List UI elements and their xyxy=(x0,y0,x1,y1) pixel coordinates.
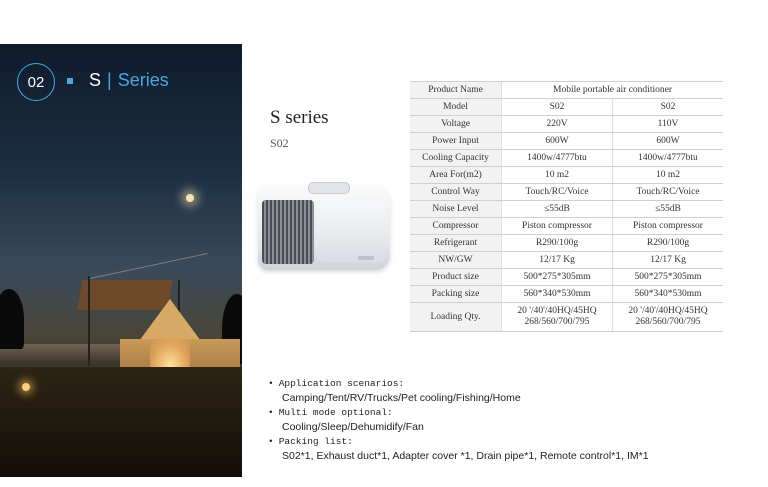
section-number-badge: 02 xyxy=(17,63,55,101)
ac-grill xyxy=(262,200,314,264)
bullet-icon: • xyxy=(268,378,274,389)
cell-value: 10 m2 xyxy=(613,167,724,184)
table-row xyxy=(410,201,723,218)
cell-value: R290/100g xyxy=(613,235,724,252)
cell-value: S02 xyxy=(502,99,613,116)
feature-notes xyxy=(268,377,649,464)
cell-value: Piston compressor xyxy=(502,218,613,235)
row-label: Product Name xyxy=(410,82,502,99)
lantern xyxy=(22,383,30,391)
cell-value: 1400w/4777btu xyxy=(502,150,613,167)
note-value: Camping/Tent/RV/Trucks/Pet cooling/Fishing/Home xyxy=(282,392,521,404)
table-row xyxy=(410,167,723,184)
table-row xyxy=(410,235,723,252)
cell-value: 560*340*530mm xyxy=(613,286,724,303)
tent-rope xyxy=(90,253,208,279)
product-title: S series xyxy=(270,107,329,128)
cell-value: 600W xyxy=(502,133,613,150)
air-conditioner-image xyxy=(258,182,390,270)
note-heading xyxy=(268,377,649,391)
cell-value: S02 xyxy=(613,99,724,116)
table-row xyxy=(410,252,723,269)
series-word: Series xyxy=(117,70,169,90)
moon xyxy=(186,194,194,202)
cell-value: 220V xyxy=(502,116,613,133)
spec-table xyxy=(410,81,723,332)
row-label: Compressor xyxy=(410,218,502,235)
note-heading xyxy=(268,406,649,420)
table-row xyxy=(410,184,723,201)
row-label: Noise Level xyxy=(410,201,502,218)
note-heading-text: Packing list: xyxy=(278,436,353,447)
note-value: Cooling/Sleep/Dehumidify/Fan xyxy=(282,421,424,433)
ac-handle xyxy=(308,182,350,194)
cell-value: 600W xyxy=(613,133,724,150)
cell-value: Piston compressor xyxy=(613,218,724,235)
row-label: Control Way xyxy=(410,184,502,201)
loading-qty-line: 268/560/700/795 xyxy=(635,317,701,327)
row-label: Power Input xyxy=(410,133,502,150)
loading-qty-line: 20 '/40'/40HQ/45HQ xyxy=(517,306,597,316)
row-label: Cooling Capacity xyxy=(410,150,502,167)
cell-value: 560*340*530mm xyxy=(502,286,613,303)
table-row xyxy=(410,269,723,286)
table-row xyxy=(410,303,723,332)
row-label: Loading Qty. xyxy=(410,303,502,332)
note-heading-text: Multi mode optional: xyxy=(278,407,393,418)
ac-side-panel xyxy=(318,202,386,262)
cell-value: Touch/RC/Voice xyxy=(502,184,613,201)
table-row xyxy=(410,218,723,235)
tree-left xyxy=(0,289,24,349)
camping-photo xyxy=(0,44,242,477)
cell-value: 500*275*305mm xyxy=(502,269,613,286)
ground xyxy=(0,367,242,477)
product-model: S02 xyxy=(270,136,289,150)
table-row xyxy=(410,286,723,303)
table-row xyxy=(410,99,723,116)
note-value: S02*1, Exhaust duct*1, Adapter cover *1, Drain pipe*1, Remote control*1, IM*1 xyxy=(282,450,649,462)
series-letter: S xyxy=(89,70,102,90)
row-label: Refrigerant xyxy=(410,235,502,252)
table-row xyxy=(410,150,723,167)
bullet-icon: • xyxy=(268,436,274,447)
series-separator: | xyxy=(107,70,112,90)
tent-pole xyxy=(88,276,90,366)
cell-value: Touch/RC/Voice xyxy=(613,184,724,201)
row-label: Product size xyxy=(410,269,502,286)
note-heading xyxy=(268,435,649,449)
cell-value xyxy=(613,303,724,332)
cell-value: 110V xyxy=(613,116,724,133)
cell-value: 12/17 Kg xyxy=(502,252,613,269)
row-label: NW/GW xyxy=(410,252,502,269)
row-label: Model xyxy=(410,99,502,116)
cell-value: 500*275*305mm xyxy=(613,269,724,286)
product-name-value: Mobile portable air conditioner xyxy=(502,82,724,99)
row-label: Voltage xyxy=(410,116,502,133)
cell-value: 10 m2 xyxy=(502,167,613,184)
cell-value: 1400w/4777btu xyxy=(613,150,724,167)
ac-foot xyxy=(358,256,374,260)
cell-value: 12/17 Kg xyxy=(613,252,724,269)
cell-value: R290/100g xyxy=(502,235,613,252)
table-row xyxy=(410,82,723,99)
series-heading xyxy=(89,70,169,91)
cell-value xyxy=(502,303,613,332)
loading-qty-line: 20 '/40'/40HQ/45HQ xyxy=(628,306,708,316)
cell-value: ≤55dB xyxy=(502,201,613,218)
row-label: Packing size xyxy=(410,286,502,303)
table-row xyxy=(410,133,723,150)
square-bullet-icon xyxy=(67,78,73,84)
row-label: Area For(m2) xyxy=(410,167,502,184)
loading-qty-line: 268/560/700/795 xyxy=(524,317,590,327)
cell-value: ≤55dB xyxy=(613,201,724,218)
bullet-icon: • xyxy=(268,407,274,418)
table-row xyxy=(410,116,723,133)
note-heading-text: Application scenarios: xyxy=(278,378,405,389)
